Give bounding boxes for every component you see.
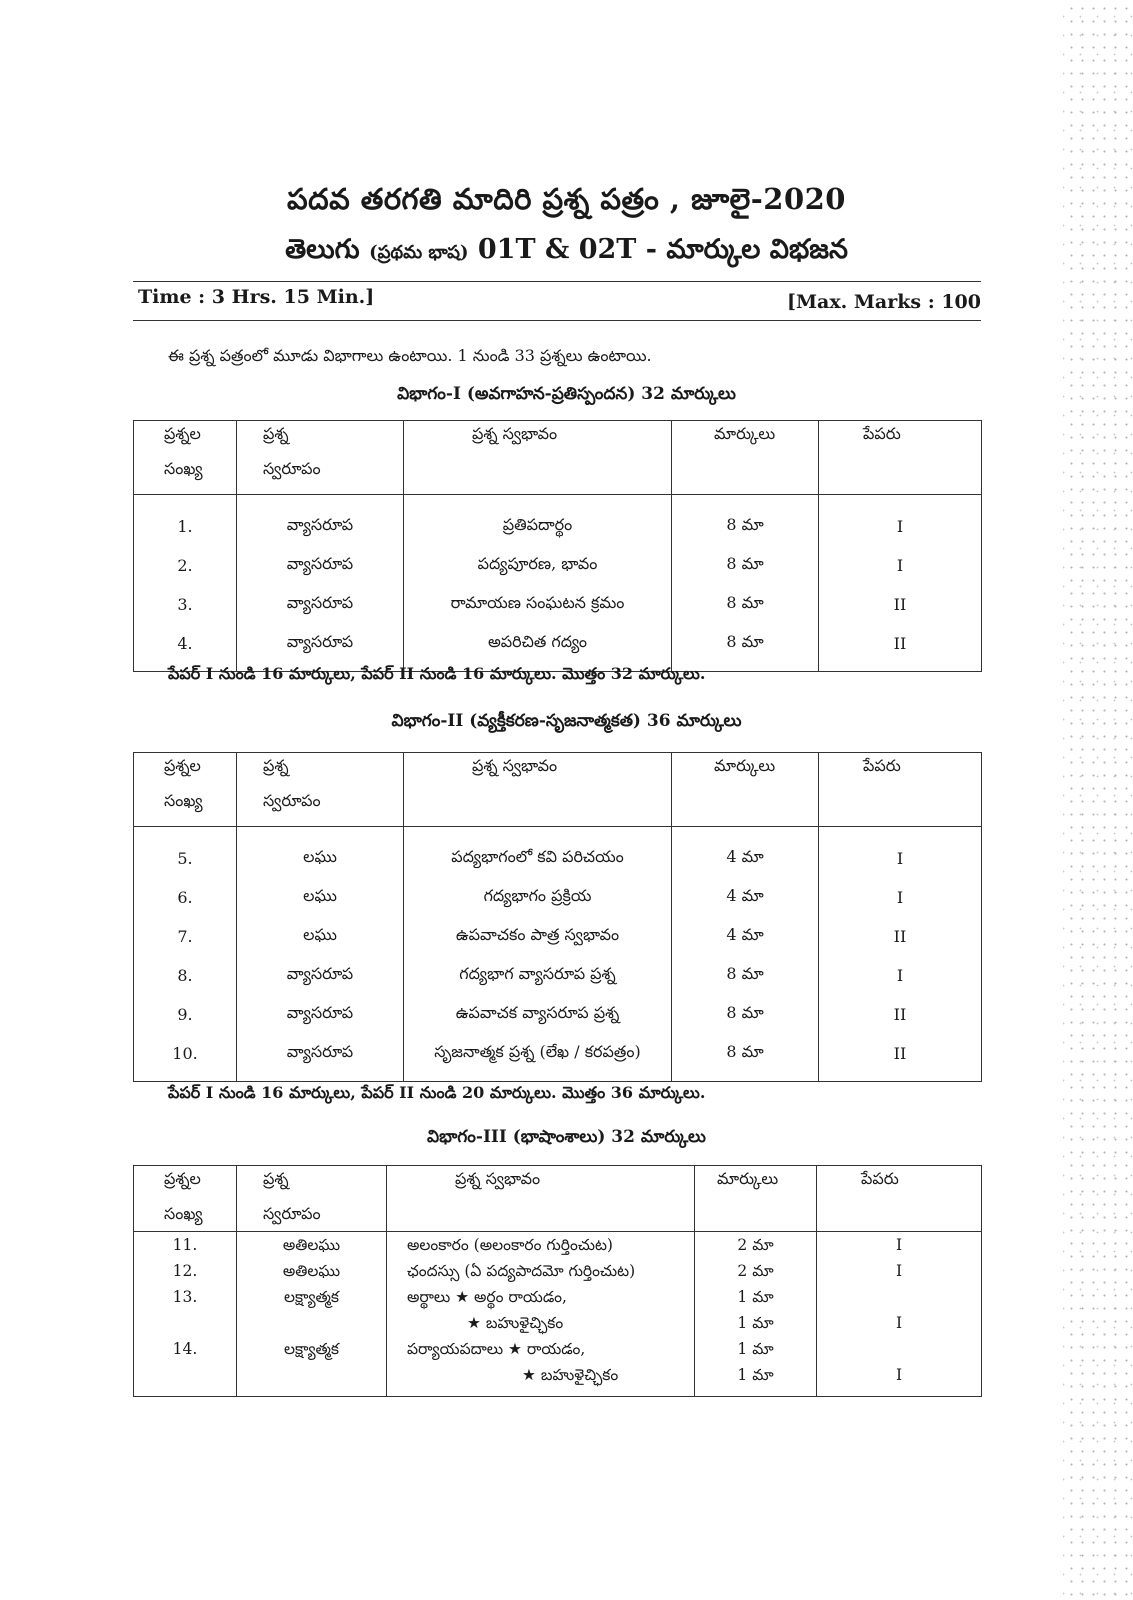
table-row: 12. అతిలఘు ఛందస్సు (ఏ పద్యపాదమో గుర్తించుట) 2 మా I <box>134 1258 982 1284</box>
table-row: 11. అతిలఘు అలంకారం (అలంకారం గుర్తించుట) 2 మా I <box>134 1232 982 1259</box>
table-row: ★ బహుళైచ్ఛికం 1 మా I <box>134 1310 982 1336</box>
col-header-q-no: ప్రశ్నల సంఖ్య <box>134 1166 237 1232</box>
section-3-table <box>133 1165 982 1397</box>
time-info: Time : 3 Hrs. 15 Min.] <box>138 286 375 308</box>
col-header-marks: మార్కులు <box>695 1166 817 1232</box>
col-header-q-nature: ప్రశ్న స్వభావం <box>404 421 672 495</box>
table-row: 1. వ్యాసరూప ప్రతిపదార్థం 8 మా I <box>134 495 982 547</box>
col-header-marks: మార్కులు <box>672 753 819 827</box>
max-marks-info: [Max. Marks : 100 <box>786 291 981 313</box>
table-row: 5. లఘు పద్యభాగంలో కవి పరిచయం 4 మా I <box>134 827 982 879</box>
table-row: 4. వ్యాసరూప అపరిచిత గద్యం 8 మా II <box>134 624 982 672</box>
col-header-q-no: ప్రశ్నల సంఖ్య <box>134 753 237 827</box>
subtitle-rest: 01T & 02T - మార్కుల విభజన <box>477 234 848 265</box>
page-title: పదవ తరగతి మాదిరి ప్రశ్న పత్రం , జూలై-2020 <box>286 182 846 216</box>
section-1-summary: పేపర్ I నుండి 16 మార్కులు, పేపర్ II నుండి 16 మార్కులు. మొత్తం 32 మార్కులు. <box>168 664 706 683</box>
subject-name: తెలుగు <box>285 234 360 265</box>
table-row: 3. వ్యాసరూప రామాయణ సంఘటన క్రమం 8 మా II <box>134 585 982 624</box>
header-rule-bottom <box>133 320 981 321</box>
section-1-heading: విభాగం-I (అవగాహన-ప్రతిస్పందన) 32 మార్కులు <box>397 384 736 404</box>
col-header-paper: పేపరు <box>817 1166 982 1232</box>
table-row: 6. లఘు గద్యభాగం ప్రక్రియ 4 మా I <box>134 878 982 917</box>
table-row: 7. లఘు ఉపవాచకం పాత్ర స్వభావం 4 మా II <box>134 917 982 956</box>
col-header-paper: పేపరు <box>819 753 982 827</box>
col-header-q-form: ప్రశ్న స్వరూపం <box>237 421 404 495</box>
table-row: 10. వ్యాసరూప సృజనాత్మక ప్రశ్న (లేఖ / కరపత్రం) 8 మా II <box>134 1034 982 1082</box>
table-row: 2. వ్యాసరూప పద్యపూరణ, భావం 8 మా I <box>134 546 982 585</box>
col-header-q-nature: ప్రశ్న స్వభావం <box>404 753 672 827</box>
section-2-heading: విభాగం-II (వ్యక్తీకరణ-సృజనాత్మకత) 36 మార్కులు <box>391 711 742 731</box>
section-1-table <box>133 420 982 672</box>
table-row: 8. వ్యాసరూప గద్యభాగ వ్యాసరూప ప్రశ్న 8 మా I <box>134 956 982 995</box>
page-subtitle <box>0 234 1133 272</box>
section-3-heading: విభాగం-III (భాషాంశాలు) 32 మార్కులు <box>427 1127 706 1147</box>
section-2-summary: పేపర్ I నుండి 16 మార్కులు, పేపర్ II నుండి 20 మార్కులు. మొత్తం 36 మార్కులు. <box>168 1083 706 1102</box>
col-header-q-form: ప్రశ్న స్వరూపం <box>237 753 404 827</box>
language-note: (ప్రథమ భాష) <box>369 242 469 263</box>
section-2-table <box>133 752 982 1082</box>
col-header-q-no: ప్రశ్నల సంఖ్య <box>134 421 237 495</box>
col-header-q-form: ప్రశ్న స్వరూపం <box>237 1166 387 1232</box>
table-row: 9. వ్యాసరూప ఉపవాచక వ్యాసరూప ప్రశ్న 8 మా II <box>134 995 982 1034</box>
col-header-q-nature: ప్రశ్న స్వభావం <box>387 1166 695 1232</box>
col-header-paper: పేపరు <box>819 421 982 495</box>
col-header-marks: మార్కులు <box>672 421 819 495</box>
table-row: 13. లక్ష్యాత్మక అర్థాలు ★ అర్థం రాయడం, 1 మా <box>134 1284 982 1310</box>
intro-text: ఈ ప్రశ్న పత్రంలో మూడు విభాగాలు ఉంటాయి. 1 నుండి 33 ప్రశ్నలు ఉంటాయి. <box>168 346 652 365</box>
table-row: ★ బహుళైచ్ఛికం 1 మా I <box>134 1362 982 1397</box>
header-rule-top <box>133 281 981 282</box>
table-row: 14. లక్ష్యాత్మక పర్యాయపదాలు ★ రాయడం, 1 మా <box>134 1336 982 1362</box>
